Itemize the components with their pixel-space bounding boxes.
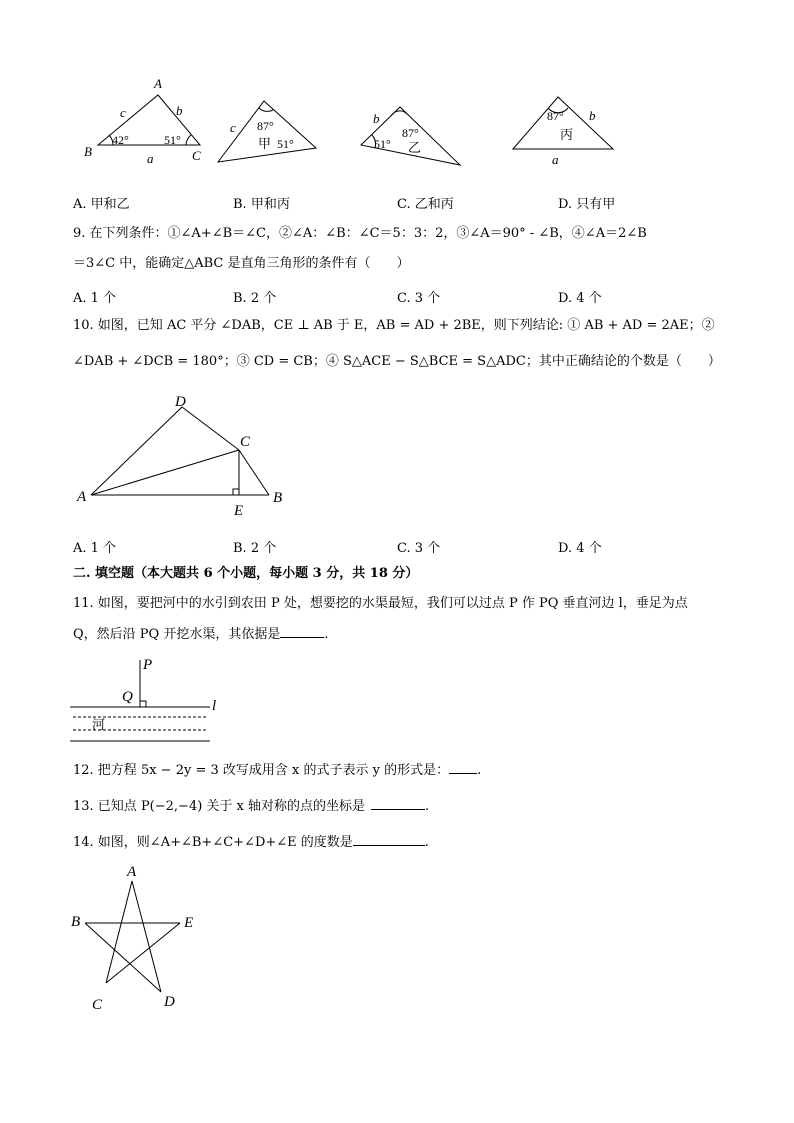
section-2-heading: 二. 填空题（本大题共 6 个小题，每小题 3 分，共 18 分） [73,566,419,581]
q10-label-C: C [240,434,251,450]
q10-label-E: E [234,503,244,519]
q11-text-line2 [73,623,328,645]
q11-text-line1: 11. 如图，要把河中的水引到农田 P 处，想要挖的水渠最短，我们可以过点 P 作 PQ 垂直河边 l，垂足为点 [73,596,688,611]
q12-prompt: 12. 把方程 5x − 2y = 3 改写成用含 x 的式子表示 y 的形式是： [73,763,450,778]
q11-figure [70,652,230,748]
q10-label-A: A [77,489,87,505]
q8-fig2-name: 甲 [258,136,272,151]
q10-figure [70,390,300,520]
q11-text-line2-prefix: Q，然后沿 PQ 开挖水渠，其依据是 [73,627,281,642]
q8-fig1-label-c: c [120,105,126,120]
q10-option-a[interactable]: A. 1 个 [73,541,117,556]
q11-label-l: l [212,698,217,714]
q8-fig3-angle-left: 51° [374,137,391,151]
q8-fig4-label-b: b [589,108,596,123]
q8-fig1-label-A: A [154,76,162,91]
q9-option-b[interactable]: B. 2 个 [233,291,277,306]
q8-fig3-angle-right: 87° [402,126,419,140]
q8-fig2-angle-top: 87° [257,119,274,133]
q11-answer-blank[interactable] [280,623,324,638]
q14-star-figure [65,860,215,1020]
q13-end: . [425,799,430,814]
q8-fig4-label-a: a [552,152,559,167]
q8-figures [70,70,710,180]
q14-label-A: A [127,864,137,880]
q8-fig1-angle-B: 42° [112,133,129,147]
q8-fig3-label-b: b [373,111,380,126]
q8-fig1-label-B: B [84,144,92,159]
q13-answer-blank[interactable] [371,795,425,810]
q8-fig2-label-c: c [230,120,236,135]
q14-answer-blank[interactable] [353,831,425,846]
q11-label-Q: Q [122,689,133,705]
q10-option-c[interactable]: C. 3 个 [397,541,441,556]
q14-label-D: D [164,994,175,1010]
q10-option-b[interactable]: B. 2 个 [233,541,277,556]
q12-text [73,759,481,781]
q13-text [73,795,429,817]
q8-fig1-label-b: b [176,103,183,118]
q14-label-E: E [184,915,194,931]
q8-fig2-angle-right: 51° [277,137,294,151]
q9-option-a[interactable]: A. 1 个 [73,291,117,306]
q13-prompt: 13. 已知点 P(−2,−4) 关于 x 轴对称的点的坐标是 [73,799,366,814]
q10-option-d[interactable]: D. 4 个 [558,541,602,556]
q12-end: . [477,763,482,778]
q14-label-C: C [92,997,103,1013]
q11-text-line2-end: . [324,627,329,642]
q10-text-line1: 10. 如图，已知 AC 平分 ∠DAB，CE ⊥ AB 于 E，AB = AD + 2BE，则下列结论: ① AB + AD = 2AE；② [73,318,715,333]
q9-text-line1: 9. 在下列条件：①∠A+∠B＝∠C，②∠A：∠B：∠C＝5：3：2，③∠A＝90° - ∠B，④∠A＝2∠B [73,226,647,241]
q11-label-river: 河 [92,717,106,732]
q8-fig3-name: 乙 [408,140,422,155]
q14-end: . [424,835,429,850]
q14-text [73,831,429,853]
q8-option-c[interactable]: C. 乙和丙 [397,197,454,212]
q11-label-P: P [143,657,153,673]
q8-option-d[interactable]: D. 只有甲 [558,197,616,212]
q14-prompt: 14. 如图，则∠A+∠B+∠C+∠D+∠E 的度数是 [73,835,353,850]
q8-fig1-label-C: C [192,148,201,163]
q8-fig1-angle-C: 51° [164,133,181,147]
q9-option-d[interactable]: D. 4 个 [558,291,602,306]
q8-option-b[interactable]: B. 甲和丙 [233,197,290,212]
q10-label-B: B [273,490,283,506]
q8-fig4-angle-top: 87° [547,109,564,123]
q9-option-c[interactable]: C. 3 个 [397,291,441,306]
q10-label-D: D [175,394,186,410]
q8-fig1-label-a: a [147,151,154,166]
q10-text-line2: ∠DAB + ∠DCB = 180°；③ CD = CB；④ S△ACE − S△BCE = S△ADC；其中正确结论的个数是（ ） [73,354,721,369]
q8-option-a[interactable]: A. 甲和乙 [73,197,130,212]
q12-answer-blank[interactable] [449,759,477,774]
q9-text-line2: ＝3∠C 中，能确定△ABC 是直角三角形的条件有（ ） [73,256,410,271]
q14-label-B: B [71,914,81,930]
q8-fig4-name: 丙 [560,127,574,142]
